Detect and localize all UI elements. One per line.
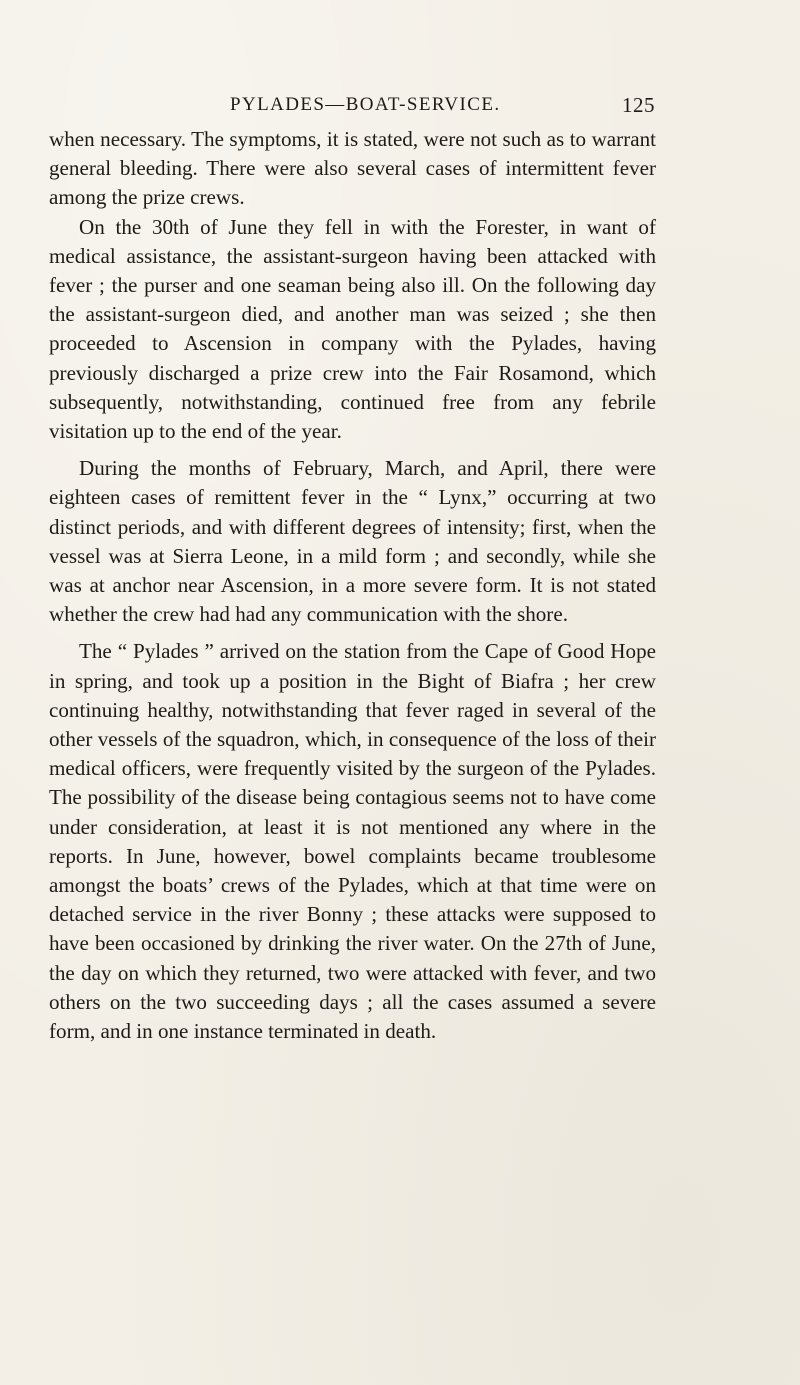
running-header: [0, 92, 800, 118]
paragraph-lynx: During the months of February, March, and April, there were eighteen cases of remittent fever in the “ Lynx,” occurring at two distinct periods, and with different degrees of intensity; first, when the vessel was at Sierra Leone, in a mild form ; and secondly, while she was at anchor near Ascension, in a more severe form. It is not stated whether the crew had had any communication with the shore.: [49, 456, 656, 627]
running-title: PYLADES—BOAT-SERVICE.: [230, 94, 501, 115]
body-text: [49, 125, 656, 1046]
paragraph-continuation: when necessary. The symptoms, it is stated, were not such as to warrant general bleeding. There were also several cases of intermittent fever among the prize crews.: [49, 127, 656, 210]
paragraph-forester: On the 30th of June they fell in with the Forester, in want of medical assistance, the assistant-surgeon having been attacked with fever ; the purser and one seaman being also ill. On the following day the assistant-surgeon died, and another man was seized ; she then proceeded to Ascension in company with the Pylades, having previously discharged a prize crew into the Fair Rosamond, which subsequently, notwithstanding, continued free from any febrile visitation up to the end of the year.: [49, 214, 656, 444]
paragraph-pylades: The “ Pylades ” arrived on the station from the Cape of Good Hope in spring, and took up a position in the Bight of Biafra ; her crew continuing healthy, notwithstanding that fever raged in several of the other vessels of the squadron, which, in consequence of the loss of their medical officers, were frequently visited by the surgeon of the Pylades. The possibility of the disease being contagious seems not to have come under consideration, at least it is not mentioned any where in the reports. In June, however, bowel complaints became troublesome amongst the boats’ crews of the Pylades, which at that time were on detached service in the river Bonny ; these attacks were supposed to have been occasioned by drinking the river water. On the 27th of June, the day on which they returned, two were attacked with fever, and two others on the two succeeding days ; all the cases assumed a severe form, and in one instance terminated in death.: [49, 639, 656, 1044]
page-number: 125: [622, 93, 655, 117]
